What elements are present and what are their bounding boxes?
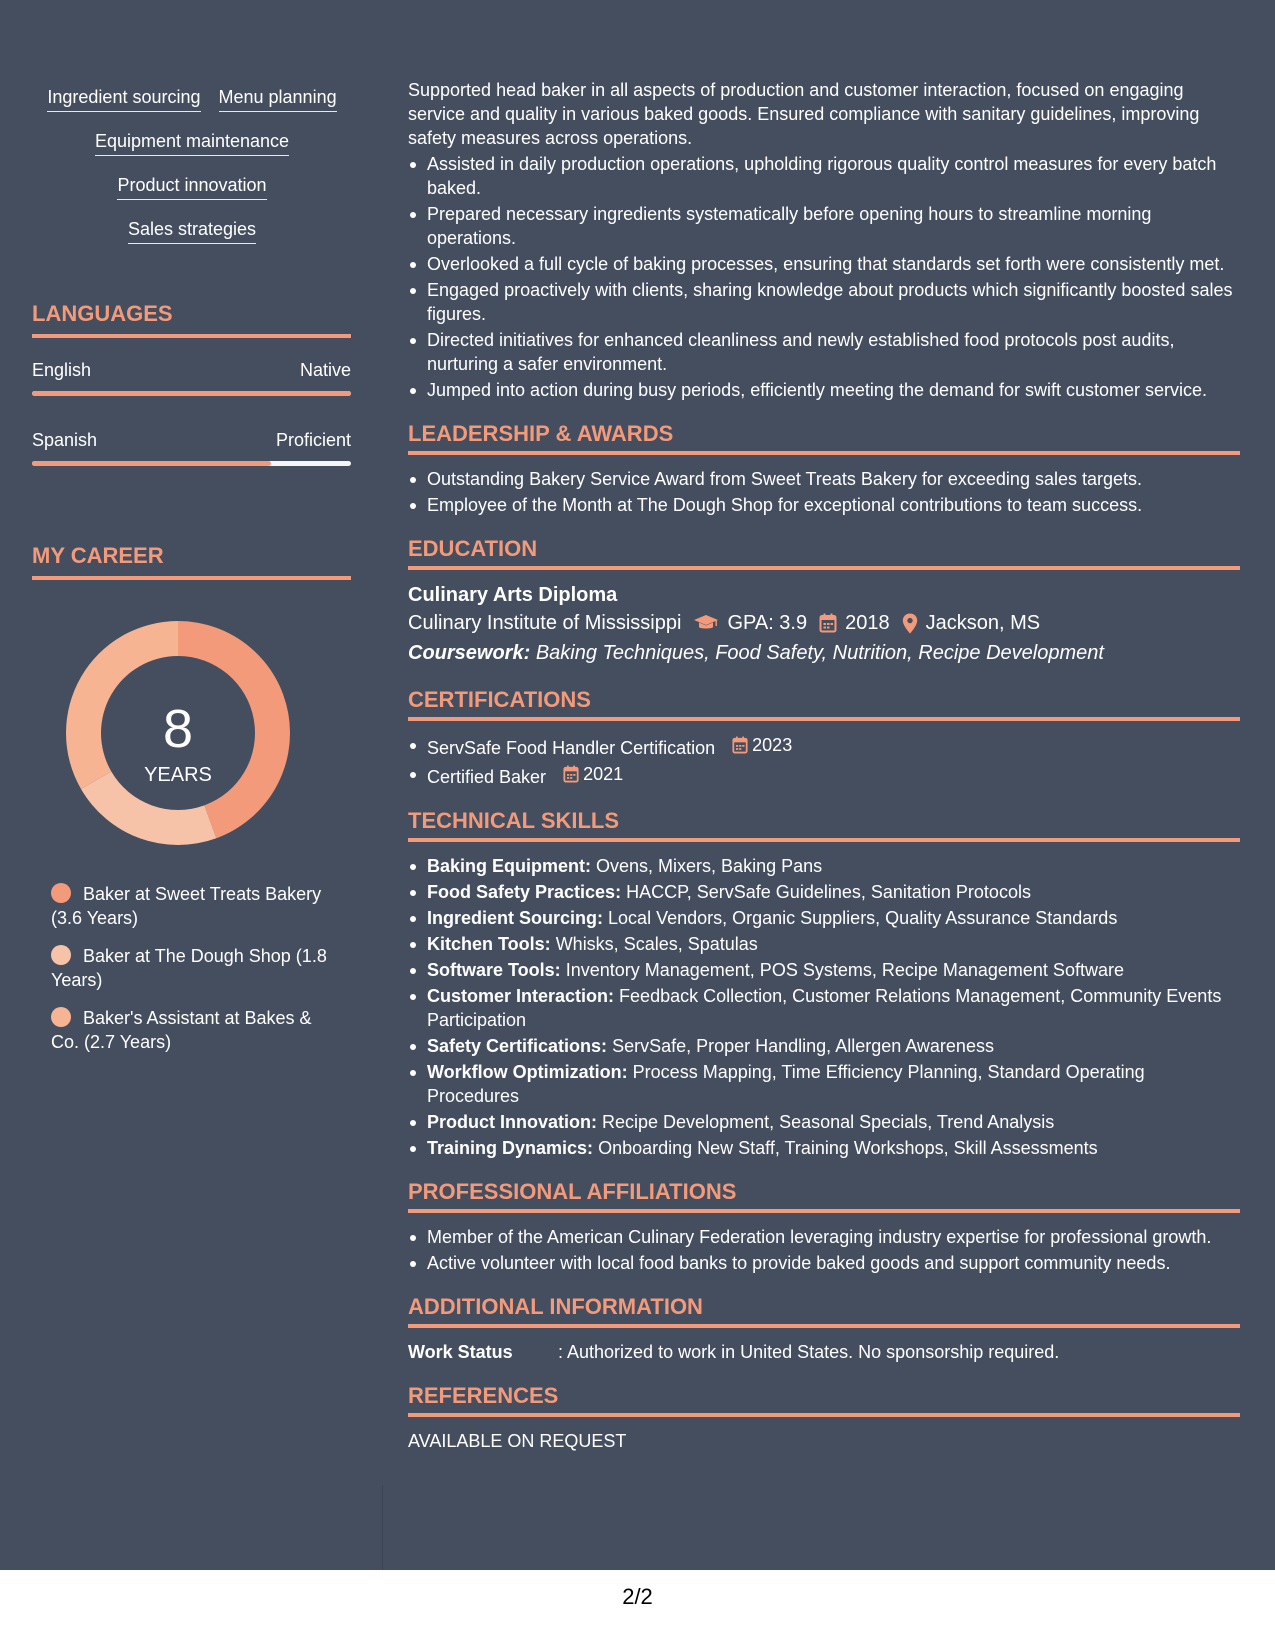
skill-values: Local Vendors, Organic Suppliers, Quality Assurance Standards: [608, 908, 1118, 928]
list-item: [408, 932, 1240, 956]
skill-tag: Sales strategies: [128, 218, 256, 244]
language-level: Proficient: [275, 430, 351, 450]
list-item: Outstanding Bakery Service Award from Sweet Treats Bakery for exceeding sales targets.: [408, 467, 1240, 491]
certification-year: 2021: [583, 764, 624, 784]
skill-category: Customer Interaction:: [427, 986, 615, 1006]
legend-dot: [51, 1007, 71, 1027]
skill-category: Training Dynamics:: [427, 1138, 594, 1158]
list-item: [408, 906, 1240, 930]
list-item: [408, 1136, 1240, 1160]
list-item: [408, 854, 1240, 878]
sidebar: [0, 0, 382, 1570]
skill-category: Baking Equipment:: [427, 856, 592, 876]
list-item: [408, 1060, 1240, 1108]
work-status-label: Work Status: [408, 1342, 513, 1362]
career-legend-item: [51, 944, 341, 992]
list-item: Member of the American Culinary Federation leveraging industry expertise for professional growth.: [408, 1225, 1240, 1249]
coursework-list: Baking Techniques, Food Safety, Nutrition, Recipe Development: [535, 642, 1104, 664]
list-item: Prepared necessary ingredients systematically before opening hours to streamline morning operations.: [408, 202, 1240, 250]
list-item: Employee of the Month at The Dough Shop for exceptional contributions to team success.: [408, 493, 1240, 517]
technical-skills-heading: TECHNICAL SKILLS: [408, 807, 1240, 842]
legend-dot: [51, 883, 71, 903]
skill-category: Ingredient Sourcing:: [427, 908, 604, 928]
legend-label: Baker's Assistant at Bakes & Co. (2.7 Years): [51, 1008, 312, 1052]
work-status: [408, 1340, 1240, 1364]
skill-category: Product Innovation:: [427, 1112, 597, 1132]
leadership-list: [408, 467, 1240, 517]
list-item: [408, 958, 1240, 982]
career-heading: MY CAREER: [32, 542, 351, 580]
legend-label: Baker at The Dough Shop (1.8 Years): [51, 946, 327, 990]
language-spanish: [32, 428, 351, 466]
career-legend-item: [51, 1006, 341, 1054]
certification-name: Certified Baker: [427, 767, 547, 787]
experience-summary: Supported head baker in all aspects of production and customer interaction, focused on engaging service and quality in various baked goods. Ensured compliance with sanitary guidelines, improving safety measures across operations.: [408, 80, 1200, 148]
skill-category: Food Safety Practices:: [427, 882, 622, 902]
legend-dot: [51, 945, 71, 965]
work-status-value: : Authorized to work in United States. No sponsorship required.: [558, 1342, 1060, 1362]
skills-tags: [32, 86, 352, 262]
skill-tag: Product innovation: [117, 174, 266, 200]
list-item: Directed initiatives for enhanced cleanliness and newly established food protocols post audits, nurturing a safer environment.: [408, 328, 1240, 376]
column-divider: [382, 1485, 383, 1570]
skill-category: Safety Certifications:: [427, 1036, 608, 1056]
certifications-heading: CERTIFICATIONS: [408, 686, 1240, 721]
skill-values: Whisks, Scales, Spatulas: [555, 934, 758, 954]
skill-category: Software Tools:: [427, 960, 561, 980]
skill-values: Ovens, Mixers, Baking Pans: [596, 856, 823, 876]
list-item: [408, 1034, 1240, 1058]
gpa: GPA: 3.9: [727, 612, 808, 634]
skill-values: Feedback Collection, Customer Relations Management, Community Events Participation: [427, 986, 1222, 1030]
skill-category: Kitchen Tools:: [427, 934, 551, 954]
skill-values: Inventory Management, POS Systems, Recipe Management Software: [565, 960, 1124, 980]
calendar-icon: [732, 736, 748, 754]
degree-title: Culinary Arts Diploma: [408, 584, 618, 606]
coursework: [408, 638, 1240, 668]
coursework-label: Coursework:: [408, 642, 531, 664]
school-name: Culinary Institute of Mississippi: [408, 612, 682, 634]
location-pin-icon: [902, 613, 918, 634]
list-item: Jumped into action during busy periods, efficiently meeting the demand for swift customer service.: [408, 378, 1240, 402]
language-bar: [32, 391, 351, 396]
affiliations-list: [408, 1225, 1240, 1275]
career-legend-item: [51, 882, 341, 930]
education-details: [408, 608, 1240, 638]
graduation-cap-icon: [693, 614, 719, 632]
skill-tag: Ingredient sourcing: [47, 86, 200, 112]
list-item: Overlooked a full cycle of baking processes, ensuring that standards set forth were consistently met.: [408, 252, 1240, 276]
list-item: Active volunteer with local food banks to provide baked goods and support community needs.: [408, 1251, 1240, 1275]
skill-values: Onboarding New Staff, Training Workshops, Skill Assessments: [598, 1138, 1098, 1158]
page-number: 2/2: [622, 1584, 653, 1609]
language-name: English: [32, 360, 92, 380]
certification-name: ServSafe Food Handler Certification: [427, 738, 716, 758]
graduation-year: 2018: [845, 612, 890, 634]
school-location: Jackson, MS: [925, 612, 1041, 634]
references-text: AVAILABLE ON REQUEST: [408, 1431, 627, 1451]
skill-values: HACCP, ServSafe Guidelines, Sanitation Protocols: [626, 882, 1031, 902]
list-item: Engaged proactively with clients, sharing knowledge about products which significantly boosted sales figures.: [408, 278, 1240, 326]
language-bar-fill: [32, 391, 351, 396]
language-bar: [32, 461, 351, 466]
education-heading: EDUCATION: [408, 535, 1240, 570]
leadership-heading: LEADERSHIP & AWARDS: [408, 420, 1240, 455]
certifications-list: [408, 733, 1240, 789]
career-total: 8: [162, 699, 194, 759]
language-name: Spanish: [32, 430, 98, 450]
experience-bullets: [408, 152, 1240, 402]
calendar-icon: [819, 613, 837, 633]
main-column: [408, 78, 1240, 1453]
additional-info-heading: ADDITIONAL INFORMATION: [408, 1293, 1240, 1328]
list-item: Assisted in daily production operations, upholding rigorous quality control measures for every batch baked.: [408, 152, 1240, 200]
list-item: [408, 762, 1240, 789]
career-donut-chart: [62, 617, 294, 849]
list-item: [408, 984, 1240, 1032]
skill-values: ServSafe, Proper Handling, Allergen Awareness: [612, 1036, 994, 1056]
references-heading: REFERENCES: [408, 1382, 1240, 1417]
skill-values: Process Mapping, Time Efficiency Planning, Standard Operating Procedures: [427, 1062, 1145, 1106]
calendar-icon: [563, 765, 579, 783]
skill-tag: Menu planning: [219, 86, 337, 112]
donut-segment-0: [178, 621, 290, 838]
skill-tag: Equipment maintenance: [95, 130, 289, 156]
language-english: [32, 358, 351, 396]
list-item: [408, 1110, 1240, 1134]
affiliations-heading: PROFESSIONAL AFFILIATIONS: [408, 1178, 1240, 1213]
technical-skills-list: [408, 854, 1240, 1160]
skill-category: Workflow Optimization:: [427, 1062, 628, 1082]
language-bar-fill: [32, 461, 271, 466]
list-item: [408, 733, 1240, 760]
legend-label: Baker at Sweet Treats Bakery (3.6 Years): [51, 884, 322, 928]
career-unit: YEARS: [144, 764, 212, 786]
certification-year: 2023: [752, 735, 793, 755]
list-item: [408, 880, 1240, 904]
languages-heading: LANGUAGES: [32, 300, 351, 338]
language-level: Native: [299, 360, 351, 380]
skill-values: Recipe Development, Seasonal Specials, Trend Analysis: [602, 1112, 1055, 1132]
